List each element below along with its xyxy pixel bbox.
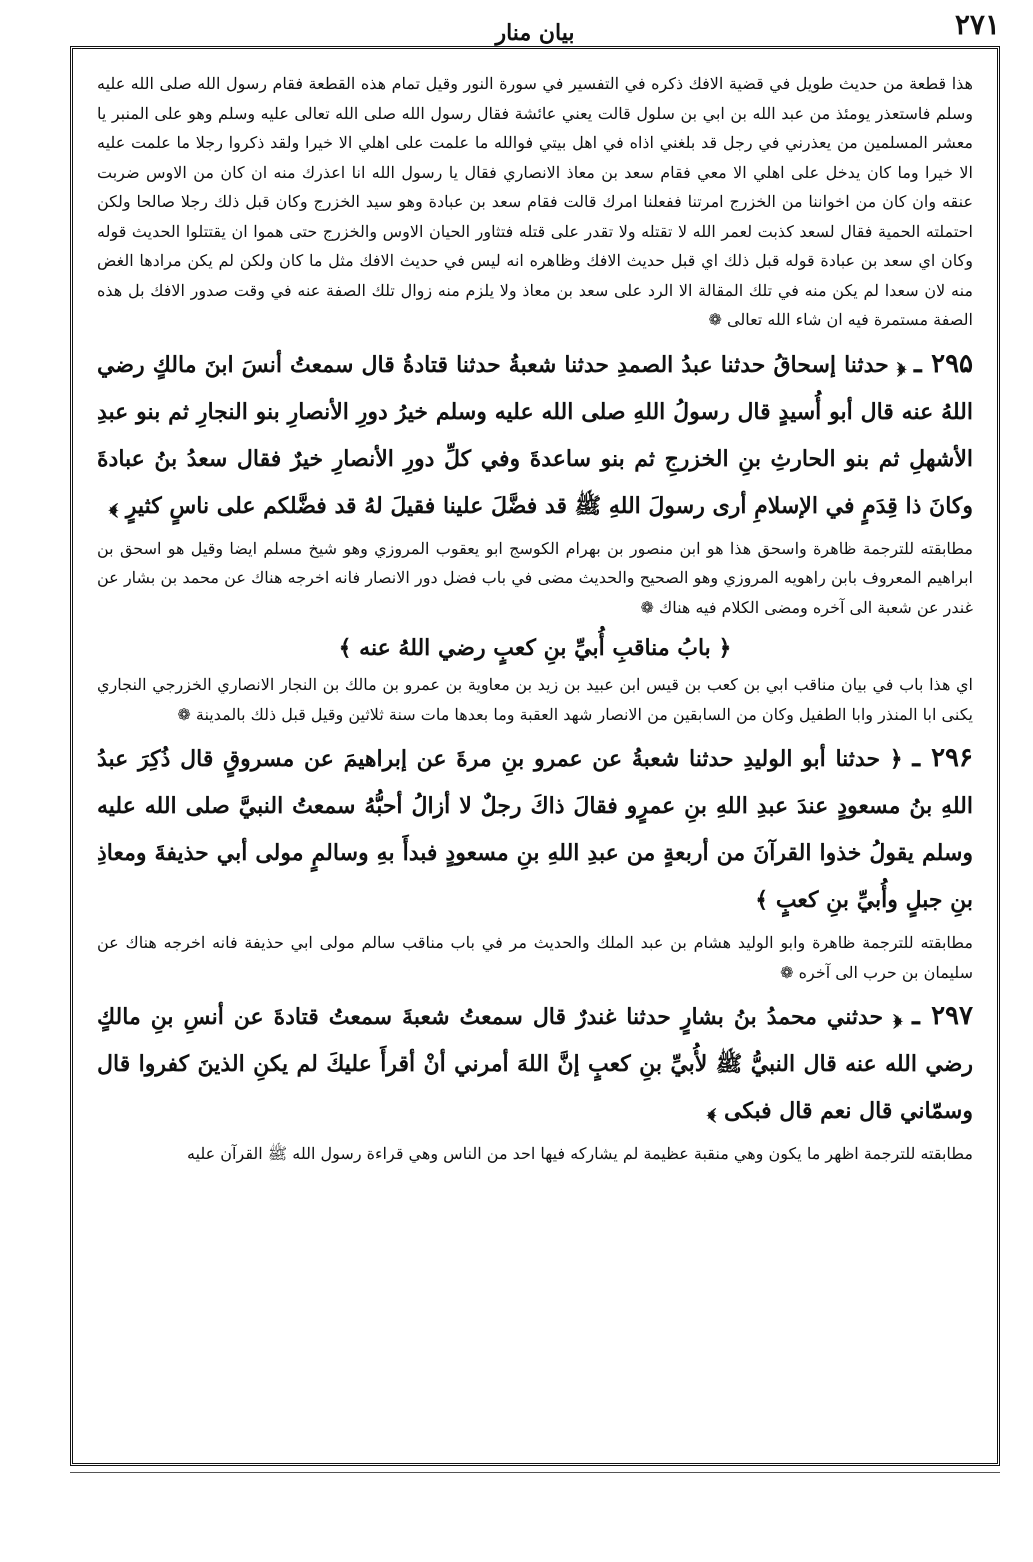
hadith-296 (97, 735, 973, 924)
bottom-rule (70, 1472, 1000, 1473)
running-title: بیان منار (495, 20, 575, 46)
commentary-paragraph: مطابقته للترجمة ظاهرة واسحق هذا هو ابن منصور بن بهرام الكوسج ابو يعقوب المروزي وهو شيخ مسلم ايضا وقيل هو اسحق بن ابراهيم المعروف بابن راهويه المروزي وهو الصحيح والحديث مضى في باب فضل دور الانصار فانه اخرجه هناك عن محمد بن بشار عن غندر عن شعبة الى آخره ومضى الكلام فيه هناك ❁ (97, 538, 974, 617)
hadith-text: ﴿ حدثنا أبو الوليدِ حدثنا شعبةُ عن عمرو بنِ مرةَ عن إبراهيمَ عن مسروقٍ قال ذُكِرَ عبدُ اللهِ بنُ مسعودٍ عندَ عبدِ اللهِ بنِ عمرٍو فقالَ ذاكَ رجلٌ لا أزالُ أحبُّهُ سمعتُ النبيَّ صلى الله عليه وسلم يقولُ خذوا القرآنَ من أربعةٍ من عبدِ اللهِ بنِ مسعودٍ فبدأَ بهِ وسالمٍ مولى أبي حذيفةَ ومعاذِ بنِ جبلٍ وأُبيِّ بنِ كعبٍ ﴾ (97, 746, 973, 913)
hadith-297 (97, 993, 973, 1135)
hadith-295 (97, 341, 973, 530)
hadith-text: ﴿ حدثنا إسحاقُ حدثنا عبدُ الصمدِ حدثنا شعبةُ حدثنا قتادةُ قال سمعتُ أنسَ ابنَ مالكٍ رضي اللهُ عنه قال أبو أُسيدٍ قال رسولُ اللهِ صلى الله عليه وسلم خيرُ دورِ الأنصارِ بنو النجارِ ثم بنو عبدِ الأشهلِ ثم بنو الحارثِ بنِ الخزرجِ ثم بنو ساعدةَ وفي كلِّ دورِ الأنصارِ خيرٌ فقال سعدُ بنُ عبادةَ وكانَ ذا قِدَمٍ في الإسلامِ أرى رسولَ اللهِ ﷺ قد فضَّلَ علينا فقيلَ لهُ قد فضَّلكم على ناسٍ كثيرٍ ﴾ (97, 351, 973, 519)
chapter-heading: ﴿ بابُ مناقبِ أُبيِّ بنِ كعبٍ رضي اللهُ عنه ﴾ (338, 635, 732, 661)
commentary-paragraph: مطابقته للترجمة ظاهرة وابو الوليد هشام بن عبد الملك والحديث مر في باب مناقب سالم مولى ابي حذيفة فانه اخرجه هناك عن سليمان بن حرب الى آخره ❁ (97, 933, 973, 982)
text-frame (70, 46, 1000, 1466)
page-number: ۲۷۱ (954, 8, 1000, 41)
hadith-number: ۲۹۵ ـ (913, 348, 974, 379)
hadith-text: ﴿ حدثني محمدُ بنُ بشارٍ حدثنا غندرٌ قال سمعتُ شعبةَ سمعتُ قتادةَ عن أنسِ بنِ مالكٍ رضي الله عنه قال النبيُّ ﷺ لأُبيِّ بنِ كعبٍ إنَّ اللهَ أمرني أنْ أقرأَ عليكَ لم يكنِ الذينَ كفروا قال وسمّاني قال نعم قال فبكى ﴾ (97, 1004, 973, 1124)
hadith-number: ۲۹۷ ـ (912, 1001, 973, 1031)
commentary-paragraph: مطابقته للترجمة اظهر ما يكون وهي منقبة عظيمة لم يشاركه فيها احد من الناس وهي قراءة رسول الله ﷺ القرآن عليه (186, 1144, 973, 1163)
page-header (70, 8, 1000, 48)
commentary-paragraph: اي هذا باب في بيان مناقب ابي بن كعب بن قيس ابن عبيد بن زيد بن معاوية بن عمرو بن مالك بن النجار الانصاري الخزرجي النجاري يكنى ابا المنذر وابا الطفيل وكان من السابقين من الانصار شهد العقبة وما بعدها مات سنة ثلاثين وقيل قبل ذلك بالمدينة ❁ (97, 675, 973, 724)
commentary-paragraph: هذا قطعة من حديث طويل في قضية الافك ذكره في التفسير في سورة النور وقيل تمام هذه القطعة فقام رسول الله صلى الله عليه وسلم فاستعذر يومئذ من عبد الله بن ابي بن سلول قالت يعني عائشة فقال رسول الله صلى الله تعالى عليه وسلم وهو على المنبر يا معشر المسلمين من يعذرني في رجل قد بلغني اذاه في اهل بيتي فوالله ما علمت على اهلي الا خيرا ولقد ذكروا رجلا ما علمت عليه الا خيرا وما كان يدخل على اهلي الا معي فقام سعد بن معاذ الانصاري فقال يا رسول الله انا اعذرك منه ان كان من الاوس ضربت عنقه وان كان من اخواننا من الخزرج امرتنا ففعلنا امرك قالت فقام سعد بن عبادة وهو سيد الخزرج وكان قبل ذلك رجلا صالحا ولكن احتملته الحمية فقال لسعد كذبت لعمر الله لا تقتله ولا تقدر على قتله فتثاور الحيان الاوس والخزرج حتى هموا ان يقتتلوا الحديث قوله وكان اي سعد بن عبادة قوله قبل ذلك اي قبل حديث الافك وظاهره انه ليس في حديث الافك مثل ما كان ولكن لم يكن مرادها الغض منه لان سعدا لم يكن منه في تلك المقالة الا الرد على سعد بن معاذ ولا يلزم منه زوال تلك الصفة عنه في وقت صدور الافك بل هذه الصفة مستمرة فيه ان شاء الله تعالى ❁ (97, 74, 974, 329)
hadith-number: ۲۹۶ ـ (912, 743, 973, 773)
